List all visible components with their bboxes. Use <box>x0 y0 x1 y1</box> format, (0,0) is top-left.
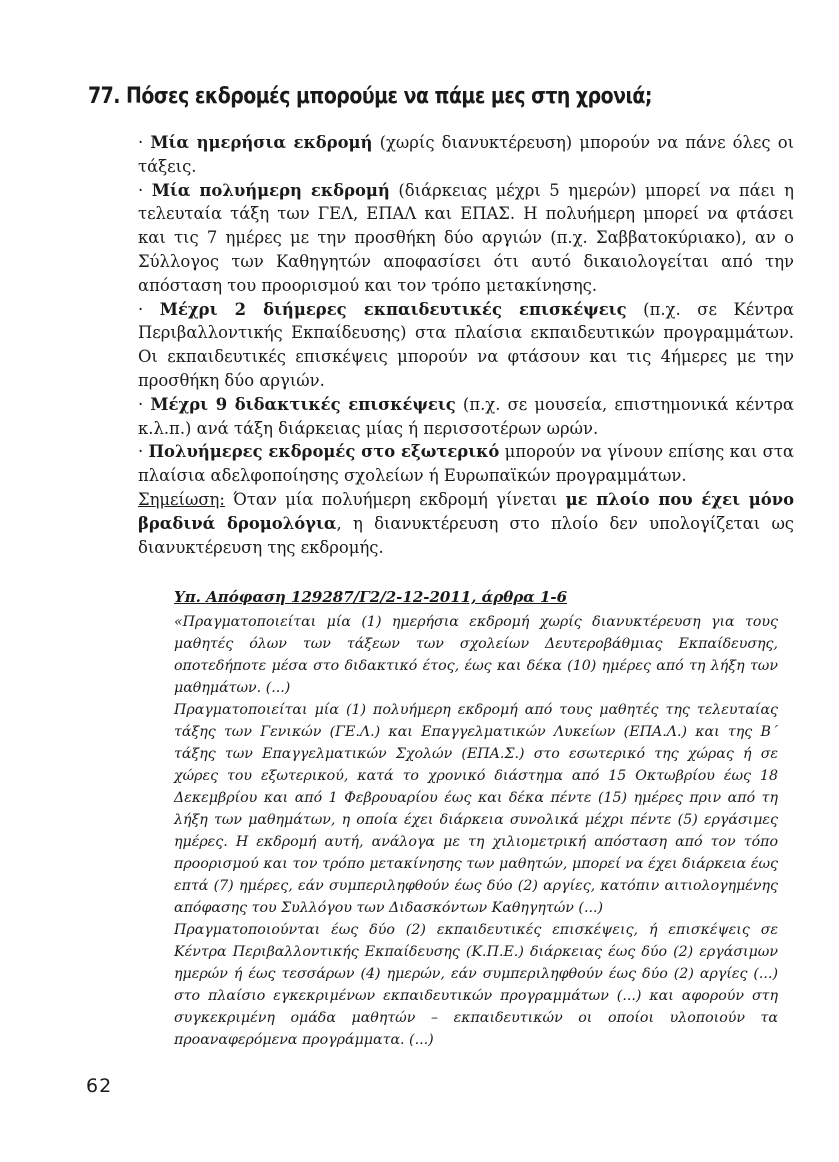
item-bold-phrase: Πολυήμερες εκδρομές στο εξωτερικό <box>148 442 500 462</box>
legal-quote <box>174 586 778 1051</box>
main-text <box>138 131 794 559</box>
section-heading: 77. Πόσες εκδρομές μπορούμε να πάμε μες στη χρονιά; <box>88 84 652 109</box>
list-item <box>138 393 794 441</box>
list-item <box>138 179 794 298</box>
quote-paragraph: «Πραγματοποιείται μία (1) ημερήσια εκδρομή χωρίς διανυκτέρευση για τους μαθητές όλων των τάξεων των σχολείων Δευτεροβάθμιας Εκπαίδευσης, οποτεδήποτε μέσα στο διδακτικό έτος, έως και δέκα (10) ημέρες από τη λήξη των μαθημάτων. (...) <box>174 614 778 696</box>
list-item <box>138 440 794 488</box>
item-text: (διάρκειας μέχρι 5 ημερών) μπορεί να πάει η τελευταία τάξη των ΓΕΛ, ΕΠΑΛ και ΕΠΑΣ. Η πολυήμερη μπορεί να φτάσει και τις 7 ημέρες με την προσθήκη δύο αργιών (π.χ. Σαββατοκύριακο), αν ο Σύλλογος των Καθηγητών αποφασίσει ότι αυτό δικαιολογείται από την απόσταση του προορισμού και τον τρόπο μετακίνησης. <box>138 180 794 295</box>
list-item <box>138 131 794 179</box>
item-text: (π.χ. σε Κέντρα Περιβαλλοντικής Εκπαίδευσης) στα πλαίσια εκπαιδευτικών προγραμμάτων. Οι εκπαιδευτικές επισκέψεις μπορούν να φτάσουν και τις 4ήμερες με την προσθήκη δύο αργιών. <box>138 299 794 390</box>
item-bold-phrase: Μία ημερήσια εκδρομή <box>150 133 373 152</box>
quote-title: Υπ. Απόφαση 129287/Γ2/2-12-2011, άρθρα 1-6 <box>174 588 568 606</box>
page-number: 62 <box>86 1075 113 1097</box>
note-text: , η διανυκτέρευση στο πλοίο δεν υπολογίζεται ως διανυκτέρευση της εκδρομής. <box>138 513 794 557</box>
item-text: μπορούν να γίνουν επίσης και στα πλαίσια αδελφοποίησης σχολείων ή Ευρωπαϊκών προγραμμάτων. <box>138 442 794 486</box>
quote-paragraph: Πραγματοποιούνται έως δύο (2) εκπαιδευτικές επισκέψεις, ή επισκέψεις σε Κέντρα Περιβαλλοντικής Εκπαίδευσης (Κ.Π.Ε.) διάρκειας έως δύο (2) εργάσιμων ημερών ή έως τεσσάρων (4) ημερών, εάν συμπεριληφθούν έως δύο (2) αργίες (...) στο πλαίσιο εγκεκριμένων εκπαιδευτικών προγραμμάτων (...) και αφορούν στη συγκεκριμένη ομάδα μαθητών – εκπαιδευτικών οι οποίοι υλοποιούν τα προαναφερόμενα προγράμματα. (...) <box>174 922 778 1048</box>
item-text: (χωρίς διανυκτέρευση) μπορούν να πάνε όλες οι τάξεις. <box>138 133 794 176</box>
bullet: · <box>138 442 149 462</box>
note-bold-phrase: με πλοίο που έχει μόνο βραδινά δρομολόγια <box>138 489 795 533</box>
note <box>138 488 794 559</box>
list-item <box>138 298 794 393</box>
bullet: · <box>138 394 151 414</box>
bullet: · <box>138 133 151 152</box>
bullet: · <box>138 180 152 200</box>
note-label: Σημείωση: <box>138 489 225 509</box>
note-text: Όταν μία πολυήμερη εκδρομή γίνεται <box>224 489 566 509</box>
quote-paragraph: Πραγματοποιείται μία (1) πολυήμερη εκδρομή από τους μαθητές της τελευταίας τάξης των Γενικών (ΓΕ.Λ.) και Επαγγελματικών Λυκείων (ΕΠΑ.Λ.) και της Β΄ τάξης των Επαγγελματικών Σχολών (ΕΠΑ.Σ.) στο εσωτερικό της χώρας ή σε χώρες του εξωτερικού, κατά το χρονικό διάστημα από 15 Οκτωβρίου έως 18 Δεκεμβρίου και από 1 Φεβρουαρίου έως και δέκα πέντε (15) ημέρες πριν από τη λήξη των μαθημάτων, η οποία έχει διάρκεια συνολικά μέχρι πέντε (5) εργάσιμες ημέρες. Η εκδρομή αυτή, ανάλογα με τη χιλιομετρική απόσταση από τον τόπο προορισμού και τον τρόπο μετακίνησης των μαθητών, μπορεί να έχει διάρκεια έως επτά (7) ημέρες, εάν συμπεριληφθούν έως δύο (2) αργίες, κατόπιν αιτιολογημένης απόφασης του Συλλόγου των Διδασκόντων Καθηγητών (...) <box>174 702 778 916</box>
item-text: (π.χ. σε μουσεία, επιστημονικά κέντρα κ.λ.π.) ανά τάξη διάρκειας μίας ή περισσοτέρων ωρών. <box>138 394 794 438</box>
item-bold-phrase: Μία πολυήμερη εκδρομή <box>151 180 390 200</box>
item-bold-phrase: Μέχρι 2 διήμερες εκπαιδευτικές επισκέψεις <box>159 299 627 319</box>
bullet: · <box>138 299 160 319</box>
item-bold-phrase: Μέχρι 9 διδακτικές επισκέψεις <box>150 394 456 414</box>
